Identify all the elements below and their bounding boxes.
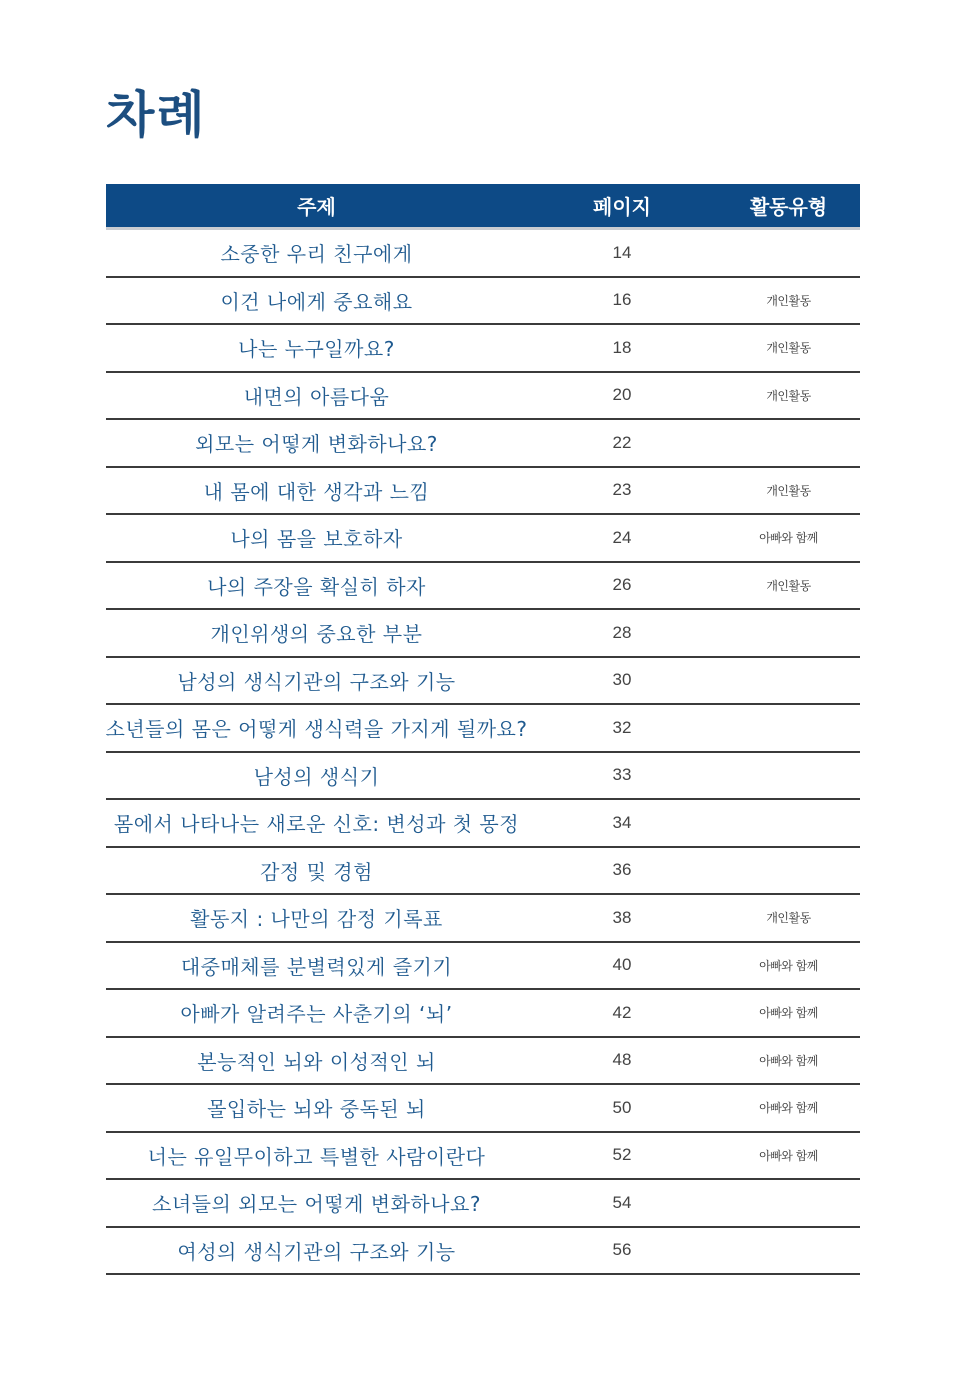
table-row bbox=[106, 705, 860, 753]
activity-type-cell bbox=[717, 1228, 860, 1274]
activity-type-cell: 아빠와 함께 bbox=[759, 1006, 818, 1021]
topic-cell: 이건 나에게 중요해요 bbox=[220, 289, 413, 314]
table-row bbox=[106, 1038, 860, 1086]
topic-cell: 남성의 생식기 bbox=[253, 764, 380, 789]
topic-cell: 소녀들의 외모는 어떻게 변화하나요? bbox=[152, 1192, 481, 1217]
table-row bbox=[106, 753, 860, 801]
page-number-cell: 23 bbox=[612, 480, 632, 500]
page-number-cell: 30 bbox=[612, 670, 632, 690]
page-number-cell: 50 bbox=[612, 1097, 632, 1117]
activity-type-cell: 아빠와 함께 bbox=[759, 1053, 818, 1068]
topic-cell: 본능적인 뇌와 이성적인 뇌 bbox=[197, 1049, 436, 1074]
page-number-cell: 26 bbox=[612, 575, 632, 595]
page-number-cell: 32 bbox=[612, 717, 632, 737]
topic-cell: 활동지 : 나만의 감정 기록표 bbox=[190, 907, 443, 932]
table-row bbox=[106, 515, 860, 563]
header-activity-type: 활동유형 bbox=[749, 195, 828, 219]
activity-type-cell: 아빠와 함께 bbox=[759, 531, 818, 546]
toc-table bbox=[106, 184, 860, 1275]
table-row bbox=[106, 1228, 860, 1276]
table-body bbox=[106, 230, 860, 1275]
activity-type-cell bbox=[717, 705, 860, 751]
activity-type-cell: 개인활동 bbox=[766, 341, 811, 356]
page-number-cell: 38 bbox=[612, 907, 632, 927]
activity-type-cell bbox=[717, 753, 860, 799]
page-title: 차례 bbox=[106, 86, 207, 144]
topic-cell: 외모는 어떻게 변화하나요? bbox=[195, 432, 438, 457]
table-row bbox=[106, 420, 860, 468]
topic-cell: 내면의 아름다움 bbox=[243, 384, 390, 409]
table-row bbox=[106, 658, 860, 706]
table-row bbox=[106, 325, 860, 373]
header-page: 페이지 bbox=[593, 195, 651, 219]
topic-cell: 내 몸에 대한 생각과 느낌 bbox=[203, 479, 430, 504]
table-row bbox=[106, 610, 860, 658]
table-row bbox=[106, 895, 860, 943]
activity-type-cell: 개인활동 bbox=[766, 483, 811, 498]
table-header bbox=[106, 184, 860, 230]
topic-cell: 여성의 생식기관의 구조와 기능 bbox=[177, 1239, 456, 1264]
activity-type-cell: 개인활동 bbox=[766, 388, 811, 403]
activity-type-cell: 아빠와 함께 bbox=[759, 1101, 818, 1116]
page-number-cell: 16 bbox=[612, 290, 632, 310]
activity-type-cell: 개인활동 bbox=[766, 578, 811, 593]
topic-cell: 남성의 생식기관의 구조와 기능 bbox=[177, 669, 456, 694]
page-number-cell: 34 bbox=[612, 812, 632, 832]
page-number-cell: 14 bbox=[612, 242, 632, 262]
page-number-cell: 40 bbox=[612, 955, 632, 975]
table-row bbox=[106, 468, 860, 516]
topic-cell: 나는 누구일까요? bbox=[238, 337, 395, 362]
page-number-cell: 33 bbox=[612, 765, 632, 785]
table-row bbox=[106, 800, 860, 848]
activity-type-cell: 개인활동 bbox=[766, 293, 811, 308]
page-number-cell: 42 bbox=[612, 1002, 632, 1022]
activity-type-cell bbox=[717, 848, 860, 894]
topic-cell: 나의 주장을 확실히 하자 bbox=[207, 574, 426, 599]
page-number-cell: 36 bbox=[612, 860, 632, 880]
topic-cell: 감정 및 경험 bbox=[260, 859, 373, 884]
topic-cell: 소중한 우리 친구에게 bbox=[220, 242, 413, 267]
topic-cell: 대중매체를 분별력있게 즐기기 bbox=[180, 954, 453, 979]
page-number-cell: 54 bbox=[612, 1192, 632, 1212]
topic-cell: 소년들의 몸은 어떻게 생식력을 가지게 될까요? bbox=[106, 717, 527, 742]
activity-type-cell: 아빠와 함께 bbox=[759, 1148, 818, 1163]
table-row bbox=[106, 943, 860, 991]
table-row bbox=[106, 278, 860, 326]
activity-type-cell bbox=[717, 610, 860, 656]
page-number-cell: 28 bbox=[612, 622, 632, 642]
table-row bbox=[106, 848, 860, 896]
topic-cell: 개인위생의 중요한 부분 bbox=[210, 622, 423, 647]
table-row bbox=[106, 1133, 860, 1181]
table-row bbox=[106, 563, 860, 611]
activity-type-cell bbox=[717, 658, 860, 704]
table-row bbox=[106, 230, 860, 278]
activity-type-cell bbox=[717, 230, 860, 276]
table-row bbox=[106, 990, 860, 1038]
topic-cell: 몸에서 나타나는 새로운 신호: 변성과 첫 몽정 bbox=[113, 812, 520, 837]
topic-cell: 아빠가 알려주는 사춘기의 ‘뇌’ bbox=[180, 1002, 453, 1027]
topic-cell: 나의 몸을 보호하자 bbox=[230, 527, 403, 552]
page-number-cell: 56 bbox=[612, 1240, 632, 1260]
page-number-cell: 48 bbox=[612, 1050, 632, 1070]
page-number-cell: 18 bbox=[612, 337, 632, 357]
activity-type-cell: 개인활동 bbox=[766, 911, 811, 926]
table-row bbox=[106, 1085, 860, 1133]
topic-cell: 너는 유일무이하고 특별한 사람이란다 bbox=[147, 1144, 486, 1169]
header-topic: 주제 bbox=[297, 195, 336, 219]
table-row bbox=[106, 373, 860, 421]
activity-type-cell: 아빠와 함께 bbox=[759, 958, 818, 973]
activity-type-cell bbox=[717, 420, 860, 466]
page-number-cell: 22 bbox=[612, 432, 632, 452]
activity-type-cell bbox=[717, 800, 860, 846]
topic-cell: 몰입하는 뇌와 중독된 뇌 bbox=[207, 1097, 426, 1122]
table-row bbox=[106, 1180, 860, 1228]
page-number-cell: 20 bbox=[612, 385, 632, 405]
activity-type-cell bbox=[717, 1180, 860, 1226]
page-number-cell: 52 bbox=[612, 1145, 632, 1165]
page-number-cell: 24 bbox=[612, 527, 632, 547]
